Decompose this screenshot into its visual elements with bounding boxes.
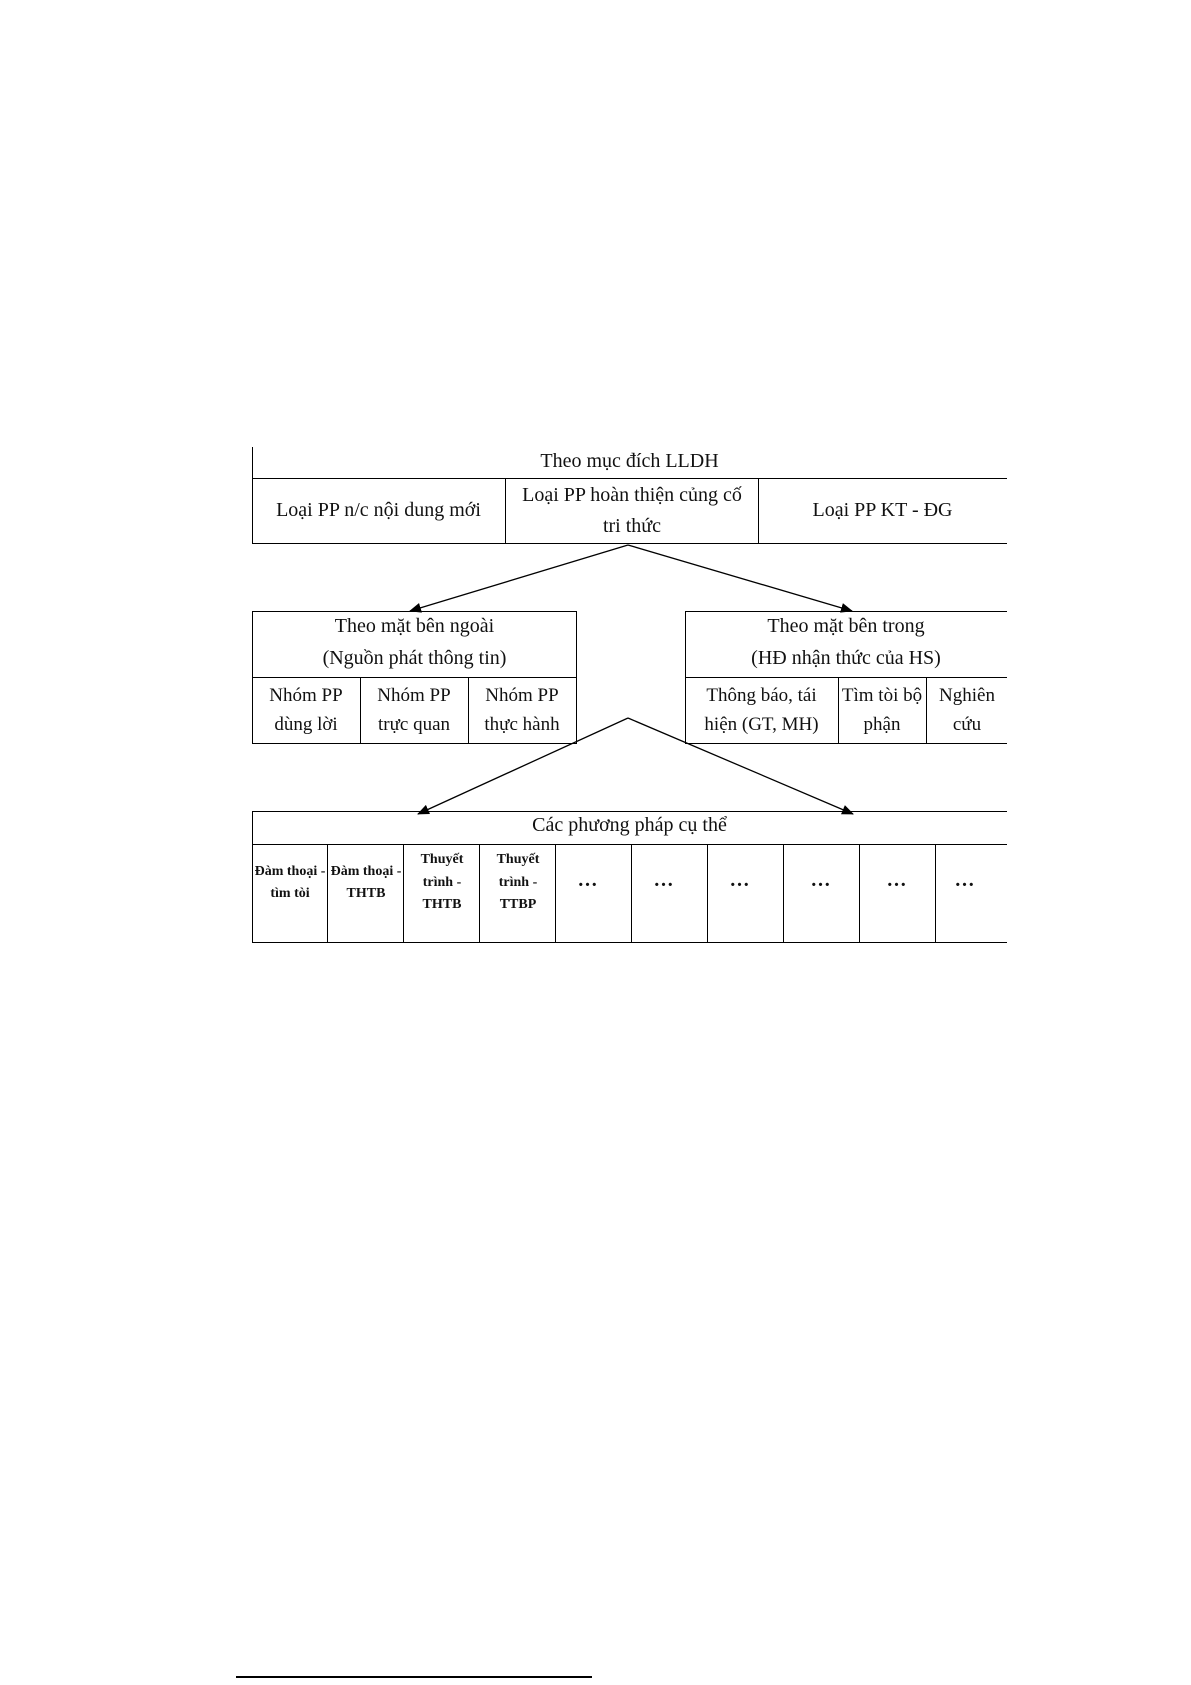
methods-sep-3 (479, 844, 480, 942)
outer-box-title: Theo mặt bên ngoài (334, 614, 495, 637)
methods-sep-2 (403, 844, 404, 942)
inner-cell-research: Nghiên cứu (939, 684, 995, 735)
top-box-title: Theo mục đích LLDH (540, 449, 719, 472)
inner-cell-partial-search: Tìm tòi bộ phận (841, 684, 923, 735)
methods-box-divider (252, 844, 1007, 845)
methods-box-title: Các phương pháp cụ thể (532, 813, 727, 836)
outer-box-subtitle: (Nguồn phát thông tin) (322, 646, 507, 669)
method-cell-7: … (729, 868, 751, 891)
inner-cell-reproductive: Thông báo, tái hiện (GT, MH) (704, 684, 819, 735)
inner-box-sep-1 (838, 677, 839, 743)
method-cell-5: … (577, 868, 599, 891)
method-cell-6: … (653, 868, 675, 891)
method-cell-8: … (810, 868, 832, 891)
method-cell-10: … (954, 868, 976, 891)
method-cell-4: Thuyết trình - TTBP (496, 852, 540, 913)
outer-cell-verbal: Nhóm PP dùng lời (269, 684, 343, 735)
method-cell-1: Đàm thoại - tìm tòi (254, 863, 326, 901)
methods-sep-1 (327, 844, 328, 942)
outer-cell-practical: Nhóm PP thực hành (484, 684, 560, 735)
method-cell-2: Đàm thoại - THTB (330, 863, 402, 901)
method-cell-3: Thuyết trình - THTB (420, 852, 464, 913)
top-cell-assessment: Loại PP KT - ĐG (812, 499, 953, 521)
inner-box-subtitle: (HĐ nhận thức của HS) (751, 646, 941, 669)
top-cell-consolidate: Loại PP hoàn thiện củng cố tri thức (522, 483, 742, 537)
top-cell-new-content: Loại PP n/c nội dung mới (276, 499, 481, 521)
method-cell-9: … (886, 868, 908, 891)
methods-box-bottom-border (252, 942, 1007, 943)
outer-box-sep-1 (360, 677, 361, 743)
outer-cell-visual: Nhóm PP trực quan (377, 684, 451, 735)
outer-box-bottom-border (252, 743, 577, 744)
footnote-rule (236, 1676, 592, 1678)
arrow-to-outer (410, 545, 628, 611)
arrow-to-inner (628, 545, 852, 611)
inner-box-sep-2 (926, 677, 927, 743)
inner-box-title: Theo mặt bên trong (767, 614, 925, 637)
inner-box-bottom-border (685, 743, 1007, 744)
outer-box-sep-2 (468, 677, 469, 743)
